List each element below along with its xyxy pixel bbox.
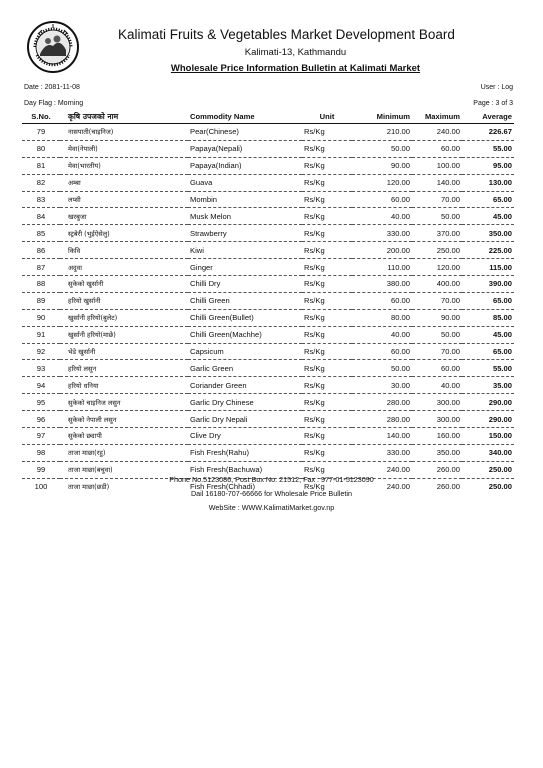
cell-unit: Rs/Kg	[302, 377, 352, 394]
footer-dial-info: Dail 16180-707-66666 for Wholesale Price Bulletin	[190, 489, 352, 498]
cell-nepali-name: किवि	[60, 242, 188, 259]
cell-minimum: 200.00	[352, 242, 412, 259]
table-row	[22, 360, 514, 377]
cell-average: 250.00	[488, 482, 512, 492]
cell-minimum: 80.00	[352, 309, 412, 326]
cell-commodity: Chilli Dry	[188, 276, 302, 293]
cell-nepali-name: अम्बा	[60, 174, 188, 191]
cell-maximum: 50.00	[412, 208, 462, 225]
cell-unit: Rs/Kg	[304, 482, 325, 492]
cell-nepali-name: हरियो धनिया	[60, 377, 188, 394]
cell-sno: 81	[22, 157, 60, 174]
cell-maximum: 100.00	[412, 157, 462, 174]
cell-maximum: 70.00	[412, 191, 462, 208]
table-row	[22, 394, 514, 411]
cell-average: 65.00	[462, 292, 514, 309]
cell-average: 250.00	[462, 461, 514, 478]
cell-minimum: 210.00	[352, 124, 412, 141]
cell-commodity: Chilli Green(Machhe)	[188, 326, 302, 343]
col-header-sno: S.No.	[22, 110, 60, 124]
cell-unit: Rs/Kg	[302, 444, 352, 461]
table-row	[22, 377, 514, 394]
cell-maximum: 160.00	[412, 428, 462, 445]
cell-nepali-name: खुर्सानी हरियो(बुलेट)	[60, 309, 188, 326]
table-row	[22, 411, 514, 428]
col-header-commodity: Commodity Name	[188, 110, 302, 124]
cell-maximum: 140.00	[412, 174, 462, 191]
cell-unit: Rs/Kg	[302, 191, 352, 208]
cell-commodity: Ginger	[188, 259, 302, 276]
cell-unit: Rs/Kg	[302, 292, 352, 309]
board-title: Kalimati Fruits & Vegetables Market Development Board	[118, 27, 455, 42]
table-row	[22, 124, 514, 141]
cell-average: 150.00	[462, 428, 514, 445]
table-row	[22, 242, 514, 259]
cell-sno: 88	[22, 276, 60, 293]
cell-commodity: Coriander Green	[188, 377, 302, 394]
cell-minimum: 110.00	[352, 259, 412, 276]
cell-nepali-name: ताजा माछा(रहु)	[60, 444, 188, 461]
cell-sno: 87	[22, 259, 60, 276]
cell-maximum: 260.00	[436, 482, 460, 492]
table-row	[22, 292, 514, 309]
cell-unit: Rs/Kg	[302, 461, 352, 478]
cell-commodity: Chilli Green(Bullet)	[188, 309, 302, 326]
cell-unit: Rs/Kg	[302, 309, 352, 326]
report-date: Date : 2081-11-08	[24, 84, 80, 91]
table-row	[22, 208, 514, 225]
cell-maximum: 300.00	[412, 411, 462, 428]
table-row	[22, 343, 514, 360]
footer-contact: Phone No.5123086, Post Box No. 21512, Fax : 977-01-5123090	[169, 475, 374, 484]
cell-maximum: 70.00	[412, 292, 462, 309]
cell-commodity: Strawberry	[188, 225, 302, 242]
cell-sno: 98	[22, 444, 60, 461]
table-row	[22, 428, 514, 445]
table-row	[22, 276, 514, 293]
cell-minimum: 40.00	[352, 208, 412, 225]
cell-commodity: Garlic Dry Chinese	[188, 394, 302, 411]
cell-nepali-name: लप्सी	[60, 191, 188, 208]
cell-commodity: Fish Fresh(Bachuwa)	[188, 461, 302, 478]
cell-minimum: 380.00	[352, 276, 412, 293]
cell-nepali-name: सुकेको खुर्सानी	[60, 276, 188, 293]
cell-sno: 97	[22, 428, 60, 445]
cell-commodity: Pear(Chinese)	[188, 124, 302, 141]
cell-maximum: 70.00	[412, 343, 462, 360]
cell-commodity: Capsicum	[188, 343, 302, 360]
cell-average: 340.00	[462, 444, 514, 461]
cell-unit: Rs/Kg	[302, 124, 352, 141]
cell-minimum: 280.00	[352, 411, 412, 428]
cell-average: 290.00	[462, 411, 514, 428]
cell-minimum: 280.00	[352, 394, 412, 411]
cell-maximum: 60.00	[412, 360, 462, 377]
cell-minimum: 240.00	[386, 482, 410, 492]
cell-unit: Rs/Kg	[302, 360, 352, 377]
cell-sno: 84	[22, 208, 60, 225]
cell-average: 55.00	[462, 360, 514, 377]
cell-commodity: Musk Melon	[188, 208, 302, 225]
cell-sno: 94	[22, 377, 60, 394]
cell-unit: Rs/Kg	[302, 326, 352, 343]
cell-maximum: 400.00	[412, 276, 462, 293]
cell-nepali-name: अदुवा	[60, 259, 188, 276]
cell-nepali-name: हरियो खुर्सानी	[60, 292, 188, 309]
cell-average: 226.67	[462, 124, 514, 141]
cell-maximum: 260.00	[412, 461, 462, 478]
cell-unit: Rs/Kg	[302, 242, 352, 259]
cell-maximum: 370.00	[412, 225, 462, 242]
cell-unit: Rs/Kg	[302, 174, 352, 191]
cell-nepali-name: सुकेको नेपाली लसुन	[60, 411, 188, 428]
cell-maximum: 250.00	[412, 242, 462, 259]
cell-minimum: 90.00	[352, 157, 412, 174]
cell-average: 35.00	[462, 377, 514, 394]
cell-nepali-name: ताजा माछा(छडी)	[68, 483, 110, 492]
cell-sno: 95	[22, 394, 60, 411]
cell-average: 45.00	[462, 208, 514, 225]
cell-minimum: 60.00	[352, 343, 412, 360]
table-row	[22, 157, 514, 174]
cell-unit: Rs/Kg	[302, 276, 352, 293]
cell-minimum: 330.00	[352, 225, 412, 242]
cell-nepali-name: ताजा माछा(बचुवा)	[60, 461, 188, 478]
cell-maximum: 90.00	[412, 309, 462, 326]
cell-average: 290.00	[462, 394, 514, 411]
cell-average: 130.00	[462, 174, 514, 191]
cell-sno: 86	[22, 242, 60, 259]
cell-sno: 85	[22, 225, 60, 242]
table-row	[22, 444, 514, 461]
cell-commodity: Mombin	[188, 191, 302, 208]
cell-minimum: 30.00	[352, 377, 412, 394]
col-header-unit: Unit	[302, 110, 352, 124]
cell-average: 350.00	[462, 225, 514, 242]
cell-nepali-name: मेवा(नेपाली)	[60, 140, 188, 157]
cell-commodity: Papaya(Nepali)	[188, 140, 302, 157]
cell-average: 65.00	[462, 191, 514, 208]
cell-average: 55.00	[462, 140, 514, 157]
col-header-average: Average	[462, 110, 514, 124]
cell-unit: Rs/Kg	[302, 394, 352, 411]
cell-nepali-name: स्ट्रबेरी (भुईऐसेलु)	[60, 225, 188, 242]
table-row	[22, 174, 514, 191]
table-row	[22, 309, 514, 326]
table-row	[22, 140, 514, 157]
day-flag: Day Flag : Morning	[24, 100, 84, 107]
cell-nepali-name: सुकेको छ्यापी	[60, 428, 188, 445]
table-row	[22, 259, 514, 276]
cell-unit: Rs/Kg	[302, 343, 352, 360]
report-user: User : Log	[480, 84, 513, 91]
cell-sno: 93	[22, 360, 60, 377]
cell-minimum: 50.00	[352, 140, 412, 157]
cell-sno: 89	[22, 292, 60, 309]
cell-minimum: 40.00	[352, 326, 412, 343]
col-header-minimum: Minimum	[352, 110, 412, 124]
table-header-row	[22, 110, 514, 124]
cell-sno: 99	[22, 461, 60, 478]
cell-sno: 83	[22, 191, 60, 208]
cell-maximum: 240.00	[412, 124, 462, 141]
cell-average: 65.00	[462, 343, 514, 360]
table-row	[22, 191, 514, 208]
cell-unit: Rs/Kg	[302, 140, 352, 157]
cell-commodity: Papaya(Indian)	[188, 157, 302, 174]
cell-nepali-name: नासपाती(चाइनिज)	[60, 124, 188, 141]
price-table	[22, 110, 514, 495]
cell-minimum: 140.00	[352, 428, 412, 445]
cell-nepali-name: खुर्सानी हरियो(माछे)	[60, 326, 188, 343]
cell-minimum: 50.00	[352, 360, 412, 377]
cell-unit: Rs/Kg	[302, 411, 352, 428]
cell-commodity: Guava	[188, 174, 302, 191]
cell-sno: 91	[22, 326, 60, 343]
cell-average: 115.00	[462, 259, 514, 276]
cell-nepali-name: हरियो लसुन	[60, 360, 188, 377]
cell-minimum: 240.00	[352, 461, 412, 478]
board-address: Kalimati-13, Kathmandu	[244, 47, 347, 58]
cell-commodity: Fish Fresh(Rahu)	[188, 444, 302, 461]
cell-maximum: 60.00	[412, 140, 462, 157]
col-header-maximum: Maximum	[412, 110, 462, 124]
cell-maximum: 350.00	[412, 444, 462, 461]
cell-commodity: Kiwi	[188, 242, 302, 259]
cell-sno: 90	[22, 309, 60, 326]
table-row	[22, 225, 514, 242]
cell-minimum: 120.00	[352, 174, 412, 191]
cell-minimum: 60.00	[352, 292, 412, 309]
table-row	[22, 326, 514, 343]
cell-nepali-name: सुकेको चाइनिज लसुन	[60, 394, 188, 411]
cell-sno: 79	[22, 124, 60, 141]
cell-average: 95.00	[462, 157, 514, 174]
cell-unit: Rs/Kg	[302, 208, 352, 225]
cell-average: 45.00	[462, 326, 514, 343]
cell-commodity: Garlic Dry Nepali	[188, 411, 302, 428]
cell-commodity: Fish Fresh(Chhadi)	[190, 482, 255, 492]
cell-unit: Rs/Kg	[302, 225, 352, 242]
cell-sno: 80	[22, 140, 60, 157]
cell-average: 390.00	[462, 276, 514, 293]
cell-minimum: 330.00	[352, 444, 412, 461]
bulletin-title: Wholesale Price Information Bulletin at Kalimati Market	[170, 63, 421, 74]
cell-average: 225.00	[462, 242, 514, 259]
cell-nepali-name: भेडे खुर्सानी	[60, 343, 188, 360]
cell-nepali-name: खरबुजा	[60, 208, 188, 225]
cell-maximum: 120.00	[412, 259, 462, 276]
cell-sno: 96	[22, 411, 60, 428]
cell-commodity: Clive Dry	[188, 428, 302, 445]
cell-unit: Rs/Kg	[302, 259, 352, 276]
cell-maximum: 40.00	[412, 377, 462, 394]
cell-maximum: 50.00	[412, 326, 462, 343]
page-indicator: Page : 3 of 3	[473, 100, 513, 107]
cell-commodity: Garlic Green	[188, 360, 302, 377]
footer-website: WebSite : WWW.KalimatiMarket.gov.np	[208, 503, 335, 512]
cell-maximum: 300.00	[412, 394, 462, 411]
cell-sno: 82	[22, 174, 60, 191]
cell-sno: 92	[22, 343, 60, 360]
cell-average: 85.00	[462, 309, 514, 326]
cell-sno: 100	[34, 482, 48, 492]
col-header-nepali-name: कृषि उपजको नाम	[60, 110, 188, 124]
cell-commodity: Chilli Green	[188, 292, 302, 309]
cell-unit: Rs/Kg	[302, 428, 352, 445]
cell-unit: Rs/Kg	[302, 157, 352, 174]
cell-minimum: 60.00	[352, 191, 412, 208]
cell-nepali-name: मेवा(भारतीय)	[60, 157, 188, 174]
